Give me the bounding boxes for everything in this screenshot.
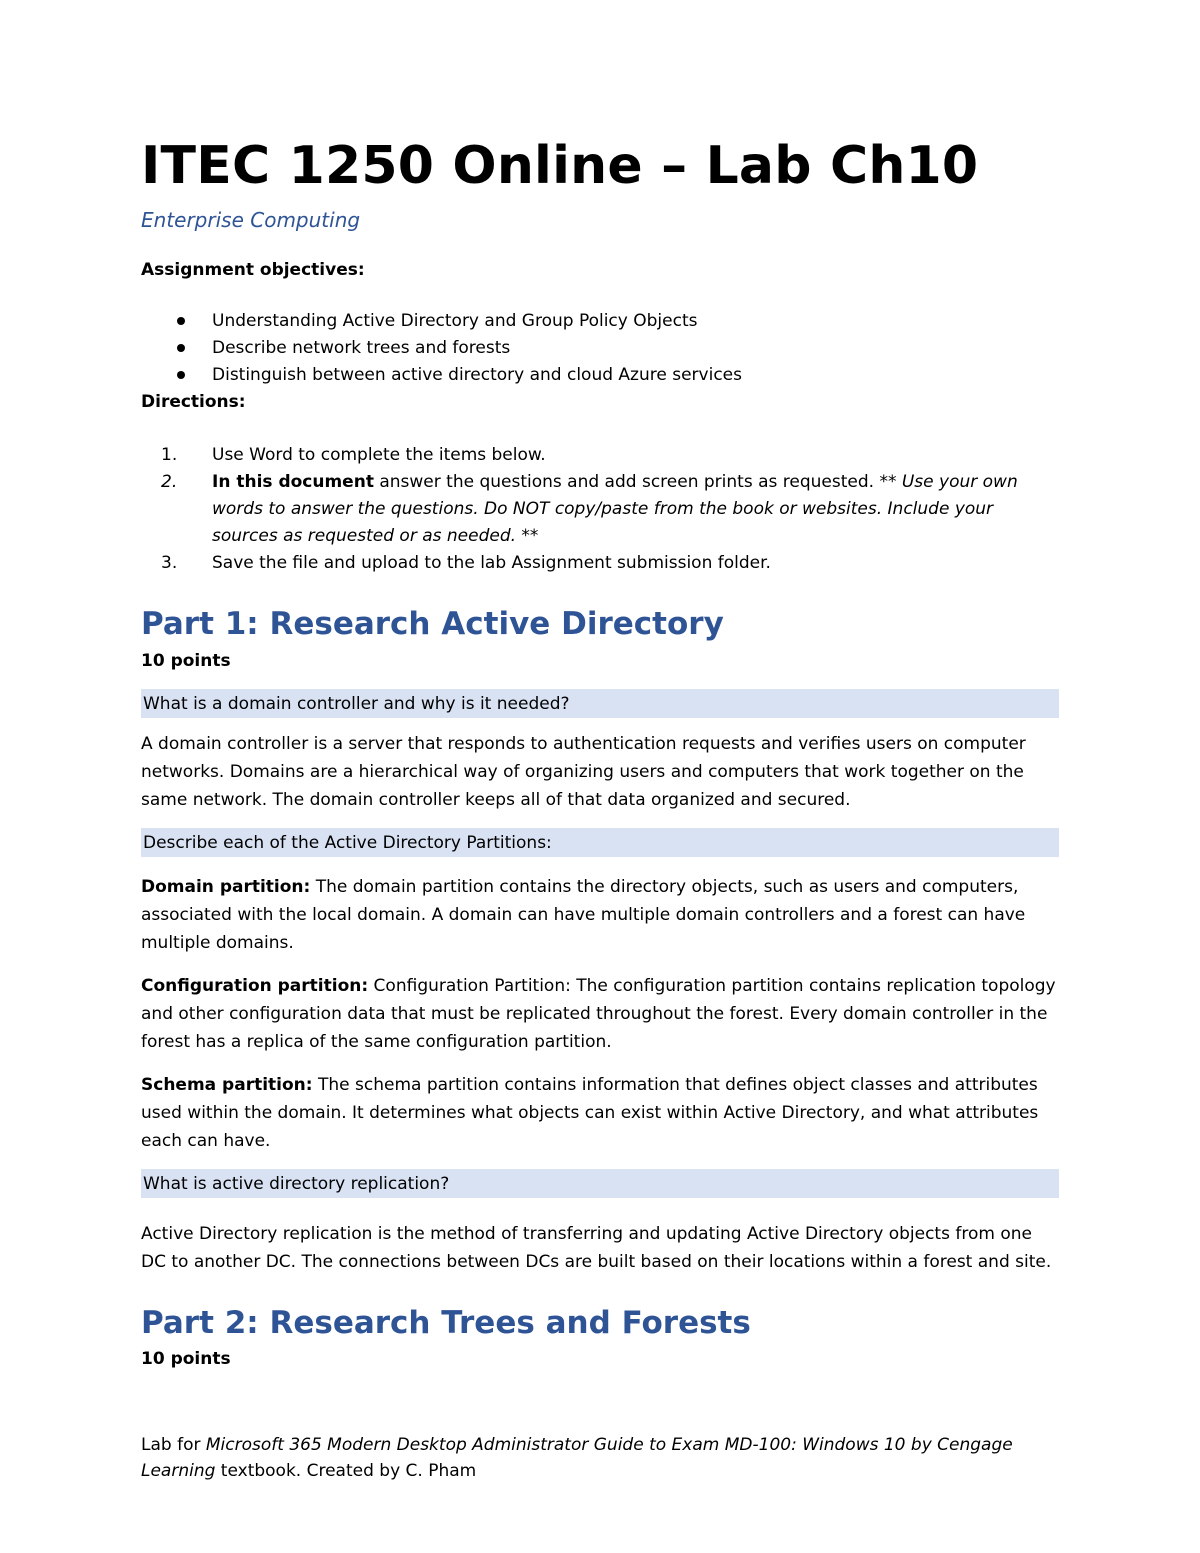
question-domain-controller: What is a domain controller and why is it needed? <box>141 689 1059 718</box>
page-title: ITEC 1250 Online – Lab Ch10 <box>141 136 979 196</box>
answer-configuration-partition <box>141 972 1059 1056</box>
part2-points: 10 points <box>141 1349 231 1370</box>
list-item <box>141 469 1059 550</box>
footer-book-title: Microsoft 365 Modern Desktop Administrator Guide to Exam MD-100: Windows 10 by Cengage Learning <box>141 1435 1013 1481</box>
step-text: Save the file and upload to the lab Assignment submission folder. <box>212 553 771 573</box>
page-subtitle: Enterprise Computing <box>141 208 361 232</box>
step-number: 3. <box>161 553 178 573</box>
part2-heading: Part 2: Research Trees and Forests <box>141 1304 751 1341</box>
question-partitions: Describe each of the Active Directory Partitions: <box>141 828 1059 857</box>
configuration-partition-text: Configuration Partition: The configuration partition contains replication topology and other configuration data that must be replicated throughout the forest. Every domain controller in the forest has a replica of the same configuration partition. <box>141 975 1056 1052</box>
footer-suffix: textbook. Created by C. Pham <box>215 1461 477 1481</box>
list-item <box>141 550 1059 577</box>
schema-partition-text: The schema partition contains information that defines object classes and attributes used within the domain. It determines what objects can exist within Active Directory, and what attributes each can have. <box>141 1074 1039 1151</box>
step-text: Use Word to complete the items below. <box>212 445 546 465</box>
part1-heading: Part 1: Research Active Directory <box>141 606 724 642</box>
configuration-partition-label: Configuration partition: <box>141 975 369 996</box>
objectives-label: Assignment objectives: <box>141 260 365 280</box>
list-item: Describe network trees and forests <box>141 335 1059 362</box>
step-text: answer the questions and add screen prints as requested. <box>373 472 880 492</box>
answer-schema-partition <box>141 1071 1059 1155</box>
step-bold-text: In this document <box>212 472 374 492</box>
answer-replication: Active Directory replication is the method of transferring and updating Active Directory objects from one DC to another DC. The connections between DCs are built based on their locations within a forest and site. <box>141 1223 1052 1272</box>
domain-partition-label: Domain partition: <box>141 876 311 897</box>
domain-partition-text: The domain partition contains the directory objects, such as users and computers, associated with the local domain. A domain can have multiple domain controllers and a forest can have multiple domains. <box>141 876 1026 953</box>
objectives-list <box>141 308 1059 389</box>
answer-domain-partition <box>141 873 1059 957</box>
part1-points: 10 points <box>141 650 231 671</box>
list-item: Distinguish between active directory and cloud Azure services <box>141 362 1059 389</box>
list-item: Understanding Active Directory and Group Policy Objects <box>141 308 1059 335</box>
question-replication: What is active directory replication? <box>141 1169 1059 1198</box>
schema-partition-label: Schema partition: <box>141 1074 313 1095</box>
directions-label: Directions: <box>141 392 246 412</box>
step-italic-note: ** Use your own words to answer the questions. Do NOT copy/paste from the book or websites. Include your sources as requested or as needed. ** <box>212 472 1018 546</box>
directions-list <box>141 442 1059 577</box>
document-page <box>141 130 1059 1369</box>
list-item <box>141 442 1059 469</box>
step-number: 1. <box>161 445 178 465</box>
footer-prefix: Lab for <box>141 1435 206 1455</box>
page-footer <box>141 1432 1059 1484</box>
step-number: 2. <box>161 472 178 492</box>
answer-domain-controller: A domain controller is a server that responds to authentication requests and verifies users on computer networks. Domains are a hierarchical way of organizing users and computers that work together on the same network. The domain controller keeps all of that data organized and secured. <box>141 733 1026 810</box>
